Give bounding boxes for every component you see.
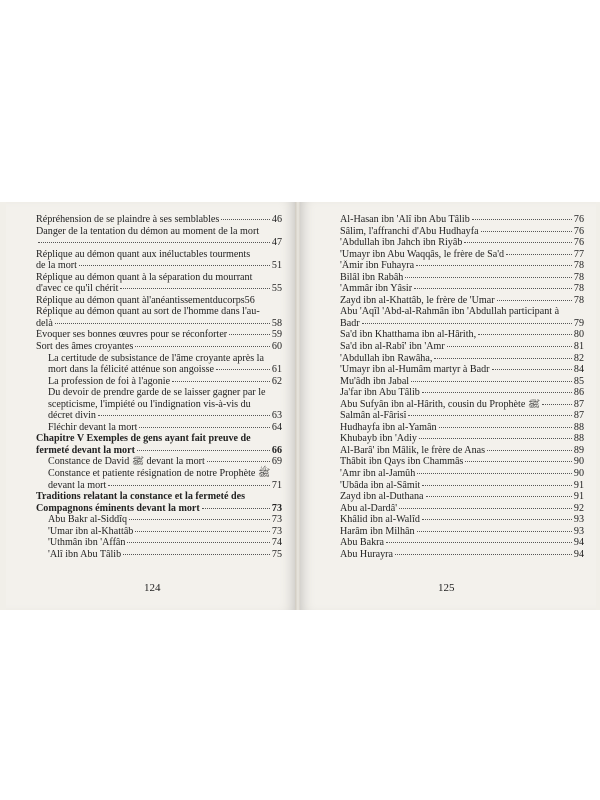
toc-entry-title-line: Constance et patiente résignation de notre Prophète ﷺ	[48, 468, 271, 480]
right-page-number: 125	[438, 582, 455, 594]
toc-entry	[36, 376, 282, 388]
toc-entry-page: 88	[573, 421, 584, 433]
dot-leader	[506, 254, 572, 255]
toc-entry	[36, 549, 282, 561]
dot-leader	[447, 346, 572, 347]
toc-entry	[328, 503, 584, 515]
toc-entry-title: Sort des âmes croyantes	[36, 341, 134, 353]
toc-entry-title: Zayd ibn al-Duthana	[340, 491, 424, 503]
dot-leader	[408, 415, 571, 416]
toc-entry-page: 75	[271, 548, 282, 560]
dot-leader	[221, 219, 270, 220]
dot-leader	[362, 323, 572, 324]
toc-entry-title-line: mort dans la félicité atténue son angoisse	[48, 364, 214, 376]
toc-entry	[328, 341, 584, 353]
toc-entry-page: 92	[573, 502, 584, 514]
dot-leader	[439, 427, 572, 428]
toc-entry	[328, 353, 584, 365]
toc-entry	[328, 306, 584, 329]
toc-entry-title: Abu Bakra	[340, 537, 385, 549]
toc-entry-page: 82	[573, 352, 584, 364]
toc-entry-page: 51	[271, 260, 282, 272]
toc-entry	[328, 491, 584, 503]
toc-entry	[328, 260, 584, 272]
toc-entry-title: 'Abdullah ibn Rawâha,	[340, 352, 433, 364]
dot-leader	[98, 415, 270, 416]
toc-entry-title: 'Ammâr ibn Yâsir	[340, 283, 413, 295]
toc-entry-title: Répréhension de se plaindre à ses semblables	[36, 214, 220, 225]
toc-entry-page: 64	[271, 421, 282, 433]
dot-leader	[464, 242, 572, 243]
toc-entry-page: 87	[573, 410, 584, 422]
toc-entry-title: 'Alî ibn Abu Tâlib	[48, 548, 122, 560]
dot-leader	[434, 358, 572, 359]
toc-entry-title: Thâbit ibn Qays ibn Chammâs	[340, 456, 464, 468]
toc-entry	[328, 526, 584, 538]
toc-entry-title: Al-Barâ' ibn Mâlik, le frère de Anas	[340, 444, 486, 456]
toc-entry-page: 80	[573, 329, 584, 341]
dot-leader	[405, 277, 572, 278]
dot-leader	[416, 265, 572, 266]
toc-entry-page: 59	[271, 329, 282, 341]
toc-entry-page: 69	[271, 456, 282, 468]
toc-entry-page: 62	[271, 375, 282, 387]
toc-entry-title: 'Abdullah ibn Jahch ibn Riyâb	[340, 237, 463, 249]
toc-entry	[36, 468, 282, 491]
toc-entry	[36, 491, 282, 514]
toc-entry	[328, 480, 584, 492]
toc-entry-title-line: Réplique au démon quant aux inéluctables tourments	[36, 248, 251, 260]
toc-entry	[328, 272, 584, 284]
dot-leader	[481, 231, 572, 232]
left-table-of-contents	[36, 214, 282, 560]
toc-entry-title-line: de la mort	[36, 260, 77, 272]
toc-entry-page: 86	[573, 387, 584, 399]
toc-entry-page: 90	[573, 468, 584, 480]
toc-entry-title-line: scepticisme, l'impiété ou l'indignation vis-à-vis du	[48, 398, 251, 410]
toc-entry	[328, 399, 584, 411]
toc-entry-title-line: fermeté devant la mort	[36, 444, 135, 456]
toc-entry-page: 63	[271, 410, 282, 422]
dot-leader	[108, 485, 270, 486]
dot-leader	[422, 519, 572, 520]
toc-entry-title: Hudhayfa ibn al-Yamân	[340, 421, 437, 433]
toc-entry	[36, 537, 282, 549]
dot-leader	[422, 392, 572, 393]
toc-entry	[328, 549, 584, 561]
dot-leader	[497, 300, 572, 301]
toc-entry-page: 61	[271, 364, 282, 376]
toc-entry-page: 46	[271, 214, 282, 225]
dot-leader	[422, 485, 572, 486]
toc-entry-title: Ja'far ibn Abu Tâlib	[340, 387, 420, 399]
toc-entry-page: 74	[271, 537, 282, 549]
toc-entry	[36, 329, 282, 341]
toc-entry	[36, 353, 282, 376]
toc-entry	[328, 445, 584, 457]
left-page	[6, 202, 296, 610]
toc-entry-title: Abu al-Dardâ'	[340, 502, 398, 514]
toc-entry-page: 66	[271, 444, 282, 456]
toc-entry-page: 89	[573, 444, 584, 456]
dot-leader	[229, 334, 270, 335]
toc-entry-title-line: Chapitre V Exemples de gens ayant fait preuve de	[36, 433, 251, 445]
dot-leader	[129, 519, 270, 520]
dot-leader	[127, 542, 269, 543]
dot-leader	[478, 334, 572, 335]
dot-leader	[38, 242, 270, 243]
toc-entry-title-line: Badr	[340, 317, 360, 329]
toc-entry-title: Khubayb ibn 'Adiy	[340, 433, 417, 445]
toc-entry	[36, 226, 282, 249]
dot-leader	[172, 381, 270, 382]
toc-entry	[328, 468, 584, 480]
toc-entry-title: Abu Sufyân ibn al-Hârith, cousin du Prophète ﷺ	[340, 398, 541, 410]
toc-entry-page: 88	[573, 433, 584, 445]
dot-leader	[419, 438, 572, 439]
toc-entry	[328, 364, 584, 376]
dot-leader	[465, 461, 572, 462]
toc-entry-page: 78	[573, 283, 584, 295]
toc-entry	[36, 341, 282, 353]
dot-leader	[135, 531, 270, 532]
toc-entry-title-line: Réplique au démon quant à la séparation du mourrant	[36, 271, 253, 283]
toc-entry	[36, 422, 282, 434]
dot-leader	[492, 369, 572, 370]
dot-leader	[139, 427, 269, 428]
toc-entry-title-line: Abu 'Aqîl 'Abd-al-Rahmân ibn 'Abdullah participant à	[340, 306, 560, 318]
toc-entry	[328, 376, 584, 388]
toc-entry-title: La profession de foi à l'agonie	[48, 375, 171, 387]
toc-entry-title-line: Compagnons éminents devant la mort	[36, 502, 200, 514]
toc-entry-page: 78	[573, 294, 584, 306]
toc-entry-title: Fléchir devant la mort	[48, 421, 138, 433]
toc-entry-title-line: d'avec ce qu'il chérit	[36, 283, 119, 295]
toc-entry	[328, 537, 584, 549]
toc-entry-page: 81	[573, 341, 584, 353]
toc-entry	[36, 306, 282, 329]
dot-leader	[386, 542, 572, 543]
toc-entry-title-line: Traditions relatant la constance et la fermeté des	[36, 491, 246, 503]
toc-entry-page: 87	[573, 398, 584, 410]
toc-entry	[328, 214, 584, 226]
toc-entry-title: Réplique au démon quant àl'anéantissementducorps56	[36, 294, 255, 306]
toc-entry-title: Abu Bakr al-Siddîq	[48, 514, 128, 526]
toc-entry-page: 71	[271, 479, 282, 491]
toc-entry-title: 'Uthmân ibn 'Affân	[48, 537, 126, 549]
toc-entry	[36, 214, 282, 226]
toc-entry-title: Khâlid ibn al-Walîd	[340, 514, 420, 526]
toc-entry	[328, 226, 584, 238]
toc-entry-page: 93	[573, 514, 584, 526]
toc-entry-page: 79	[573, 317, 584, 329]
dot-leader	[399, 508, 572, 509]
toc-entry	[328, 249, 584, 261]
toc-entry-page: 91	[573, 491, 584, 503]
toc-entry-title: 'Umar ibn al-Khattâb	[48, 525, 134, 537]
toc-entry-page: 73	[271, 502, 282, 514]
dot-leader	[395, 554, 572, 555]
toc-entry-page: 73	[271, 525, 282, 537]
toc-entry-title: 'Âmir ibn Fuhayra	[340, 260, 415, 272]
toc-entry-page: 94	[573, 548, 584, 560]
toc-entry-title: Sâlim, l'affranchi d'Abu Hudhayfa	[340, 225, 479, 237]
toc-entry	[328, 433, 584, 445]
toc-entry-page: 76	[573, 214, 584, 225]
dot-leader	[411, 381, 572, 382]
toc-entry-title: 'Umayr ibn Abu Waqqâs, le frère de Sa'd	[340, 248, 505, 260]
dot-leader	[79, 265, 270, 266]
toc-entry	[36, 249, 282, 272]
toc-entry-page: 55	[271, 283, 282, 295]
toc-entry	[36, 456, 282, 468]
dot-leader	[207, 461, 270, 462]
toc-entry-title: Bilâl ibn Rabâh	[340, 271, 404, 283]
toc-entry-page: 94	[573, 537, 584, 549]
toc-entry	[328, 422, 584, 434]
toc-entry-title-line: Réplique au démon quant au sort de l'homme dans l'au-	[36, 306, 260, 318]
dot-leader	[417, 473, 572, 474]
toc-entry-title: Constance de David ﷺ devant la mort	[48, 456, 205, 468]
toc-entry-page: 60	[271, 341, 282, 353]
toc-entry-title: Sa'd ibn Khatthama ibn al-Hârith,	[340, 329, 477, 341]
toc-entry-page: 76	[573, 225, 584, 237]
toc-entry-page: 91	[573, 479, 584, 491]
background	[0, 0, 600, 200]
toc-entry	[328, 410, 584, 422]
toc-entry-page: 90	[573, 456, 584, 468]
toc-entry-title: Abu Hurayra	[340, 548, 393, 560]
dot-leader	[55, 323, 270, 324]
dot-leader	[542, 404, 572, 405]
toc-entry	[36, 526, 282, 538]
toc-entry	[328, 283, 584, 295]
toc-entry-page: 58	[271, 317, 282, 329]
toc-entry-page: 78	[573, 260, 584, 272]
dot-leader	[472, 219, 572, 220]
toc-entry	[36, 433, 282, 456]
toc-entry	[36, 272, 282, 295]
right-table-of-contents	[328, 214, 584, 560]
dot-leader	[202, 508, 270, 509]
dot-leader	[135, 346, 270, 347]
toc-entry-page: 78	[573, 271, 584, 283]
toc-entry-title: Zayd ibn al-Khattâb, le frère de 'Umar	[340, 294, 495, 306]
toc-entry	[328, 456, 584, 468]
toc-entry-title: 'Ubâda ibn al-Sâmit	[340, 479, 421, 491]
toc-entry-page: 73	[271, 514, 282, 526]
toc-entry	[328, 295, 584, 307]
dot-leader	[487, 450, 572, 451]
toc-entry-title: 'Umayr ibn al-Humâm martyr à Badr	[340, 364, 490, 376]
dot-leader	[417, 531, 572, 532]
toc-entry-title-line: devant la mort	[48, 479, 107, 491]
toc-entry	[328, 329, 584, 341]
left-page-number: 124	[144, 582, 161, 594]
toc-entry-page: 85	[573, 375, 584, 387]
toc-entry-title: Al-Hasan ibn 'Alî ibn Abu Tâlib	[340, 214, 470, 225]
right-page	[300, 202, 596, 610]
toc-entry-page: 76	[573, 237, 584, 249]
dot-leader	[426, 496, 572, 497]
toc-entry-title: 'Amr ibn al-Jamûh	[340, 468, 416, 480]
toc-entry-title-line: décret divin	[48, 410, 96, 422]
toc-entry-page: 47	[271, 237, 282, 249]
toc-entry-title-line: delà	[36, 317, 53, 329]
dot-leader	[216, 369, 270, 370]
dot-leader	[137, 450, 270, 451]
toc-entry-title: Harâm ibn Milhân	[340, 525, 415, 537]
toc-entry-title-line: Du devoir de prendre garde de se laisser gagner par le	[48, 387, 266, 399]
toc-entry	[36, 295, 282, 307]
dot-leader	[414, 288, 572, 289]
dot-leader	[123, 554, 270, 555]
toc-entry	[328, 514, 584, 526]
toc-entry-page: 93	[573, 525, 584, 537]
toc-entry-page: 77	[573, 248, 584, 260]
toc-entry	[328, 387, 584, 399]
open-book	[0, 202, 600, 610]
toc-entry-title: Évoquer ses bonnes œuvres pour se réconforter	[36, 329, 228, 341]
toc-entry	[36, 387, 282, 422]
toc-entry-title-line: La certitude de subsistance de l'âme croyante après la	[48, 352, 264, 364]
toc-entry	[36, 514, 282, 526]
dot-leader	[120, 288, 270, 289]
toc-entry-page: 84	[573, 364, 584, 376]
toc-entry	[328, 237, 584, 249]
toc-entry-title: Sa'd ibn al-Rabî' ibn 'Amr	[340, 341, 445, 353]
toc-entry-title-line: Danger de la tentation du démon au moment de la mort	[36, 225, 260, 237]
toc-entry-title: Salmân al-Fârisî	[340, 410, 407, 422]
toc-entry-title: Mu'âdh ibn Jabal	[340, 375, 410, 387]
